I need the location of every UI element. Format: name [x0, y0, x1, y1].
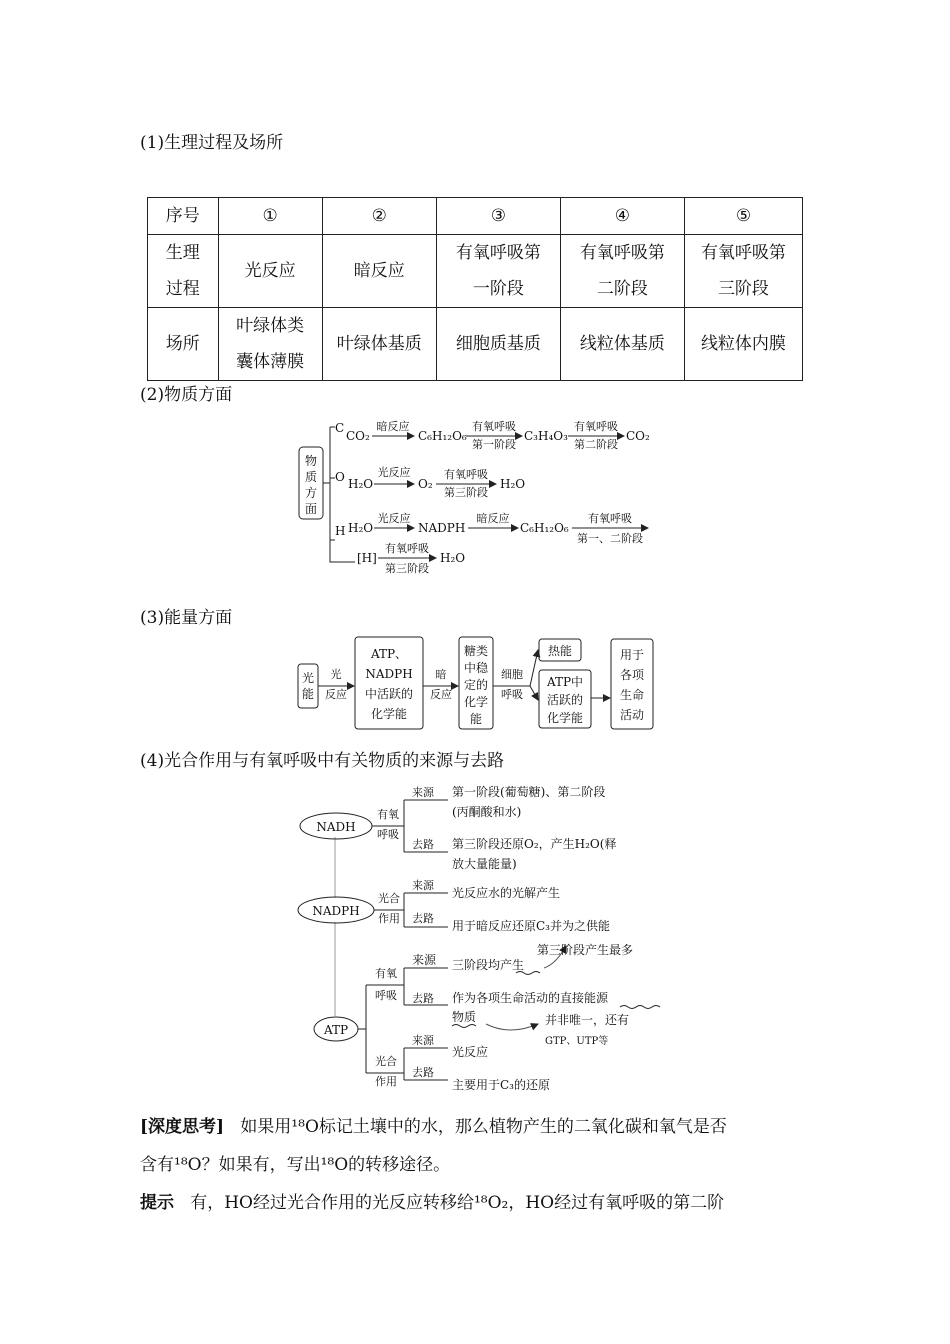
svg-text:化学能: 化学能: [546, 711, 584, 725]
svg-text:NADPH: NADPH: [312, 904, 360, 918]
table-row: 序号 ① ② ③ ④ ⑤: [148, 198, 803, 235]
svg-text:化学: 化学: [463, 695, 489, 709]
svg-text:物质: 物质: [452, 1010, 477, 1024]
svg-text:第一、二阶段: 第一、二阶段: [577, 532, 643, 545]
section-title-3: (3)能量方面: [140, 608, 233, 628]
svg-text:去路: 去路: [412, 912, 434, 925]
svg-text:有氧: 有氧: [377, 808, 399, 821]
svg-text:C₆H₁₂O₆: C₆H₁₂O₆: [520, 521, 569, 535]
svg-text:有氧呼吸: 有氧呼吸: [588, 512, 632, 525]
row-header: 序号: [148, 198, 219, 235]
svg-text:ATP中: ATP中: [546, 675, 584, 689]
svg-text:光反应水的光解产生: 光反应水的光解产生: [452, 886, 561, 900]
svg-text:有氧呼吸: 有氧呼吸: [574, 420, 618, 433]
svg-text:化学能: 化学能: [370, 707, 408, 721]
table-row: 生理 过程 光反应 暗反应 有氧呼吸第 一阶段 有氧呼吸第 二阶段 有氧呼吸第 三阶段: [148, 235, 803, 308]
svg-text:NADPH: NADPH: [365, 667, 413, 681]
material-diagram: [299, 419, 650, 575]
svg-text:来源: 来源: [412, 786, 434, 799]
svg-text:ATP: ATP: [323, 1023, 349, 1037]
substance-diagram: [298, 784, 660, 1092]
svg-text:物: 物: [304, 454, 318, 468]
svg-text:糖类: 糖类: [463, 644, 489, 658]
svg-text:暗反应: 暗反应: [376, 420, 410, 433]
svg-text:热能: 热能: [547, 644, 573, 658]
svg-text:C: C: [335, 421, 345, 435]
svg-text:反应: 反应: [430, 688, 452, 701]
section-title-1: (1)生理过程及场所: [140, 133, 284, 153]
question-tag: [深度思考]: [140, 1117, 225, 1137]
svg-text:H₂O: H₂O: [500, 477, 526, 491]
svg-text:H: H: [335, 524, 346, 538]
svg-text:光反应: 光反应: [377, 466, 411, 479]
section-title-2: (2)物质方面: [140, 385, 233, 405]
svg-text:放大量能量): 放大量能量): [452, 857, 517, 871]
row-header: 生理 过程: [148, 235, 219, 308]
svg-text:去路: 去路: [412, 838, 434, 851]
svg-text:来源: 来源: [412, 953, 437, 967]
svg-text:第三阶段还原O₂，产生H₂O(释: 第三阶段还原O₂，产生H₂O(释: [452, 837, 617, 851]
svg-text:呼吸: 呼吸: [377, 828, 399, 841]
svg-text:GTP、UTP等: GTP、UTP等: [545, 1036, 609, 1047]
svg-text:中稳: 中稳: [463, 661, 489, 675]
svg-text:CO₂: CO₂: [626, 429, 650, 443]
svg-text:生命: 生命: [619, 688, 645, 702]
svg-text:第一阶段(葡萄糖)、第二阶段: 第一阶段(葡萄糖)、第二阶段: [452, 785, 606, 799]
deep-thinking-question: [深度思考] 如果用¹⁸O标记土壤中的水，那么植物产生的二氧化碳和氧气是否 含有¹⁸O？如果有，写出¹⁸O的转移途径。: [140, 1117, 727, 1175]
svg-text:NADPH: NADPH: [418, 521, 466, 535]
svg-text:主要用于C₃的还原: 主要用于C₃的还原: [452, 1078, 550, 1092]
svg-text:去路: 去路: [412, 992, 434, 1005]
svg-text:O₂: O₂: [418, 477, 433, 491]
svg-text:作为各项生命活动的直接能源: 作为各项生命活动的直接能源: [452, 991, 609, 1005]
svg-text:能: 能: [469, 712, 483, 726]
svg-text:面: 面: [304, 502, 318, 516]
svg-text:C₃H₄O₃: C₃H₄O₃: [524, 429, 568, 443]
svg-text:(丙酮酸和水): (丙酮酸和水): [452, 805, 522, 819]
svg-text:定的: 定的: [463, 678, 489, 692]
svg-text:第三阶段产生最多: 第三阶段产生最多: [537, 943, 634, 957]
svg-text:呼吸: 呼吸: [501, 688, 523, 701]
svg-text:并非唯一，还有: 并非唯一，还有: [545, 1013, 630, 1027]
svg-text:ATP、: ATP、: [370, 647, 408, 661]
energy-diagram: [298, 637, 653, 729]
svg-text:光合: 光合: [378, 892, 400, 905]
table-row: 场所 叶绿体类 囊体薄膜 叶绿体基质 细胞质基质 线粒体基质 线粒体内膜: [148, 308, 803, 381]
svg-text:[H]: [H]: [357, 551, 377, 565]
svg-text:有氧: 有氧: [375, 967, 397, 980]
svg-text:第二阶段: 第二阶段: [574, 438, 618, 451]
svg-text:NADH: NADH: [316, 820, 356, 834]
svg-text:三阶段均产生: 三阶段均产生: [452, 958, 525, 972]
svg-text:去路: 去路: [412, 1066, 434, 1079]
hint-paragraph: 提示 有，HO经过光合作用的光反应转移给¹⁸O₂，HO经过有氧呼吸的第二阶: [140, 1193, 725, 1213]
svg-text:活动: 活动: [619, 708, 645, 722]
svg-text:光反应: 光反应: [452, 1045, 489, 1059]
hint-tag: 提示: [140, 1193, 174, 1213]
svg-text:H₂O: H₂O: [348, 477, 374, 491]
svg-text:H₂O: H₂O: [348, 521, 374, 535]
svg-text:作用: 作用: [375, 1075, 397, 1088]
svg-text:中活跃的: 中活跃的: [364, 687, 414, 701]
svg-text:C₆H₁₂O₆: C₆H₁₂O₆: [418, 429, 467, 443]
svg-text:CO₂: CO₂: [346, 429, 370, 443]
svg-text:光: 光: [330, 668, 342, 681]
row-header: 场所: [148, 308, 219, 381]
svg-text:光合: 光合: [375, 1055, 397, 1068]
svg-text:作用: 作用: [378, 912, 400, 925]
svg-text:H₂O: H₂O: [440, 551, 466, 565]
svg-text:能: 能: [301, 687, 315, 701]
section-title-4: (4)光合作用与有氧呼吸中有关物质的来源与去路: [140, 751, 505, 771]
svg-text:光反应: 光反应: [377, 512, 411, 525]
svg-text:反应: 反应: [325, 688, 347, 701]
svg-text:来源: 来源: [412, 1034, 434, 1047]
svg-text:光: 光: [301, 671, 315, 685]
svg-text:活跃的: 活跃的: [546, 693, 584, 707]
svg-text:第一阶段: 第一阶段: [472, 438, 516, 451]
svg-text:O: O: [335, 470, 345, 484]
svg-text:质: 质: [304, 470, 318, 484]
svg-text:有氧呼吸: 有氧呼吸: [444, 468, 488, 481]
svg-text:有氧呼吸: 有氧呼吸: [385, 542, 429, 555]
svg-text:呼吸: 呼吸: [375, 989, 397, 1002]
svg-text:用于: 用于: [619, 648, 645, 662]
svg-text:细胞: 细胞: [501, 668, 523, 681]
svg-text:第三阶段: 第三阶段: [444, 486, 488, 499]
svg-text:用于暗反应还原C₃并为之供能: 用于暗反应还原C₃并为之供能: [452, 919, 610, 933]
svg-text:第三阶段: 第三阶段: [385, 562, 429, 575]
svg-text:暗反应: 暗反应: [476, 512, 510, 525]
svg-text:来源: 来源: [412, 879, 434, 892]
svg-text:各项: 各项: [619, 668, 645, 682]
svg-text:有氧呼吸: 有氧呼吸: [472, 420, 516, 433]
svg-text:暗: 暗: [435, 668, 447, 681]
svg-text:方: 方: [304, 486, 318, 500]
